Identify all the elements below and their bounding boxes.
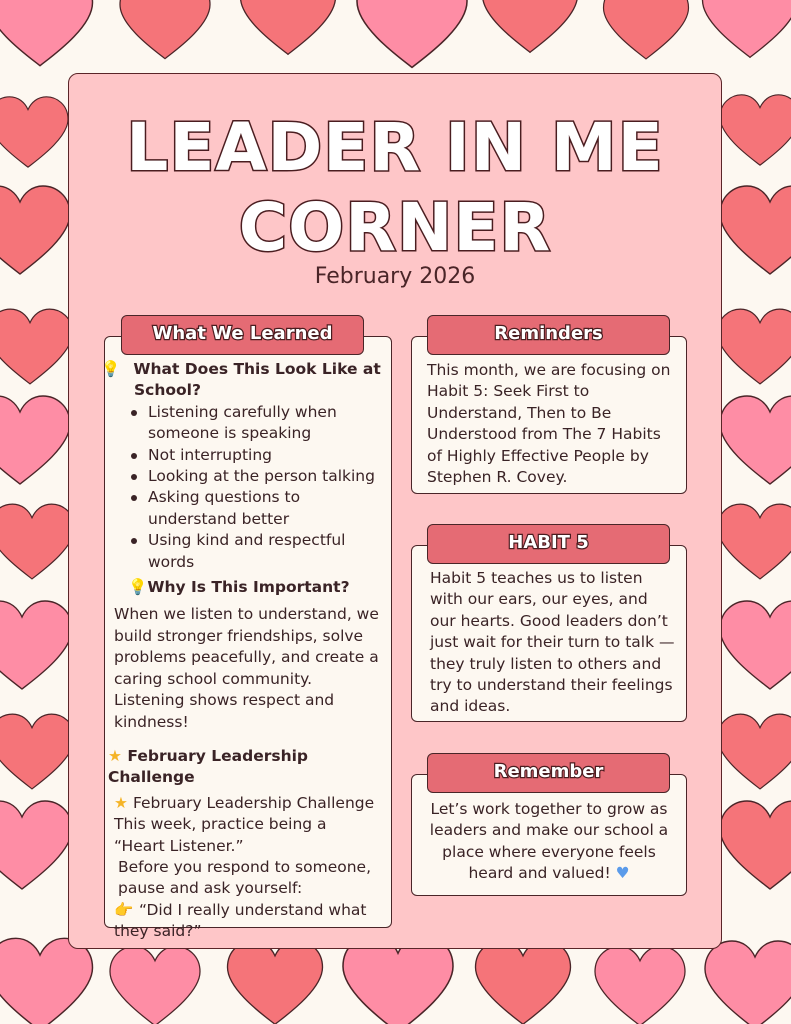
remember-text-body: Let’s work together to grow as leaders and make our school a place where everyone feels heard and valued! xyxy=(429,800,669,883)
blue-heart-icon: ♥ xyxy=(615,864,630,883)
habit5-tab: HABIT 5 xyxy=(427,524,670,564)
challenge-title-text: February Leadership Challenge xyxy=(132,793,375,812)
challenge-quote-text: “Did I really understand what they said?” xyxy=(114,900,367,941)
challenge-heading xyxy=(108,746,381,789)
remember-text xyxy=(418,799,680,885)
list-item: Listening carefully when someone is speaking xyxy=(148,402,381,445)
look-heading-text: What Does This Look Like at School? xyxy=(133,360,381,400)
remember-tab: Remember xyxy=(427,753,670,793)
challenge-quote xyxy=(114,900,381,943)
challenge-title xyxy=(114,793,381,814)
list-item: Looking at the person talking xyxy=(148,466,381,487)
lightbulb-icon: 💡 xyxy=(128,578,148,597)
challenge-text: This week, practice being a “Heart Listener.” xyxy=(114,815,327,855)
reminders-tab: Reminders xyxy=(427,315,670,355)
look-heading xyxy=(101,359,381,402)
look-list xyxy=(114,402,381,573)
reminders-panel xyxy=(411,336,687,494)
challenge-text: Before you respond to someone, pause and ask yourself: xyxy=(118,857,372,898)
challenge-heading-text: February Leadership Challenge xyxy=(108,746,309,787)
list-item: Using kind and respectful words xyxy=(148,530,381,573)
list-item: Not interrupting xyxy=(148,445,381,466)
page-title: LEADER IN ME CORNER xyxy=(126,109,664,266)
lightbulb-icon: 💡 xyxy=(101,360,121,378)
why-heading-text: Why Is This Important? xyxy=(147,578,350,597)
issue-date: February 2026 xyxy=(314,264,476,289)
what-we-learned-panel xyxy=(101,336,392,941)
list-item: Asking questions to understand better xyxy=(148,487,381,530)
why-text: When we listen to understand, we build stronger friendships, solve problems peacefully, and create a caring school community. Listening shows respect and kindness! xyxy=(114,605,379,731)
what-we-learned-tab: What We Learned xyxy=(121,315,364,355)
star-icon: ★ xyxy=(114,793,128,812)
habit5-text: Habit 5 teaches us to listen with our ears, our eyes, and our hearts. Good leaders don’t just wait for their turn to talk — they truly listen to others and try to understand their feelings and ideas. xyxy=(430,569,675,716)
pointing-hand-icon: 👉 xyxy=(114,900,134,919)
reminders-text: This month, we are focusing on Habit 5: Seek First to Understand, Then to Be Understood from The 7 Habits of Highly Effective People by Stephen R. Covey. xyxy=(427,361,671,487)
why-heading xyxy=(128,577,381,598)
habit5-panel xyxy=(411,545,687,722)
star-icon: ★ xyxy=(108,746,122,765)
